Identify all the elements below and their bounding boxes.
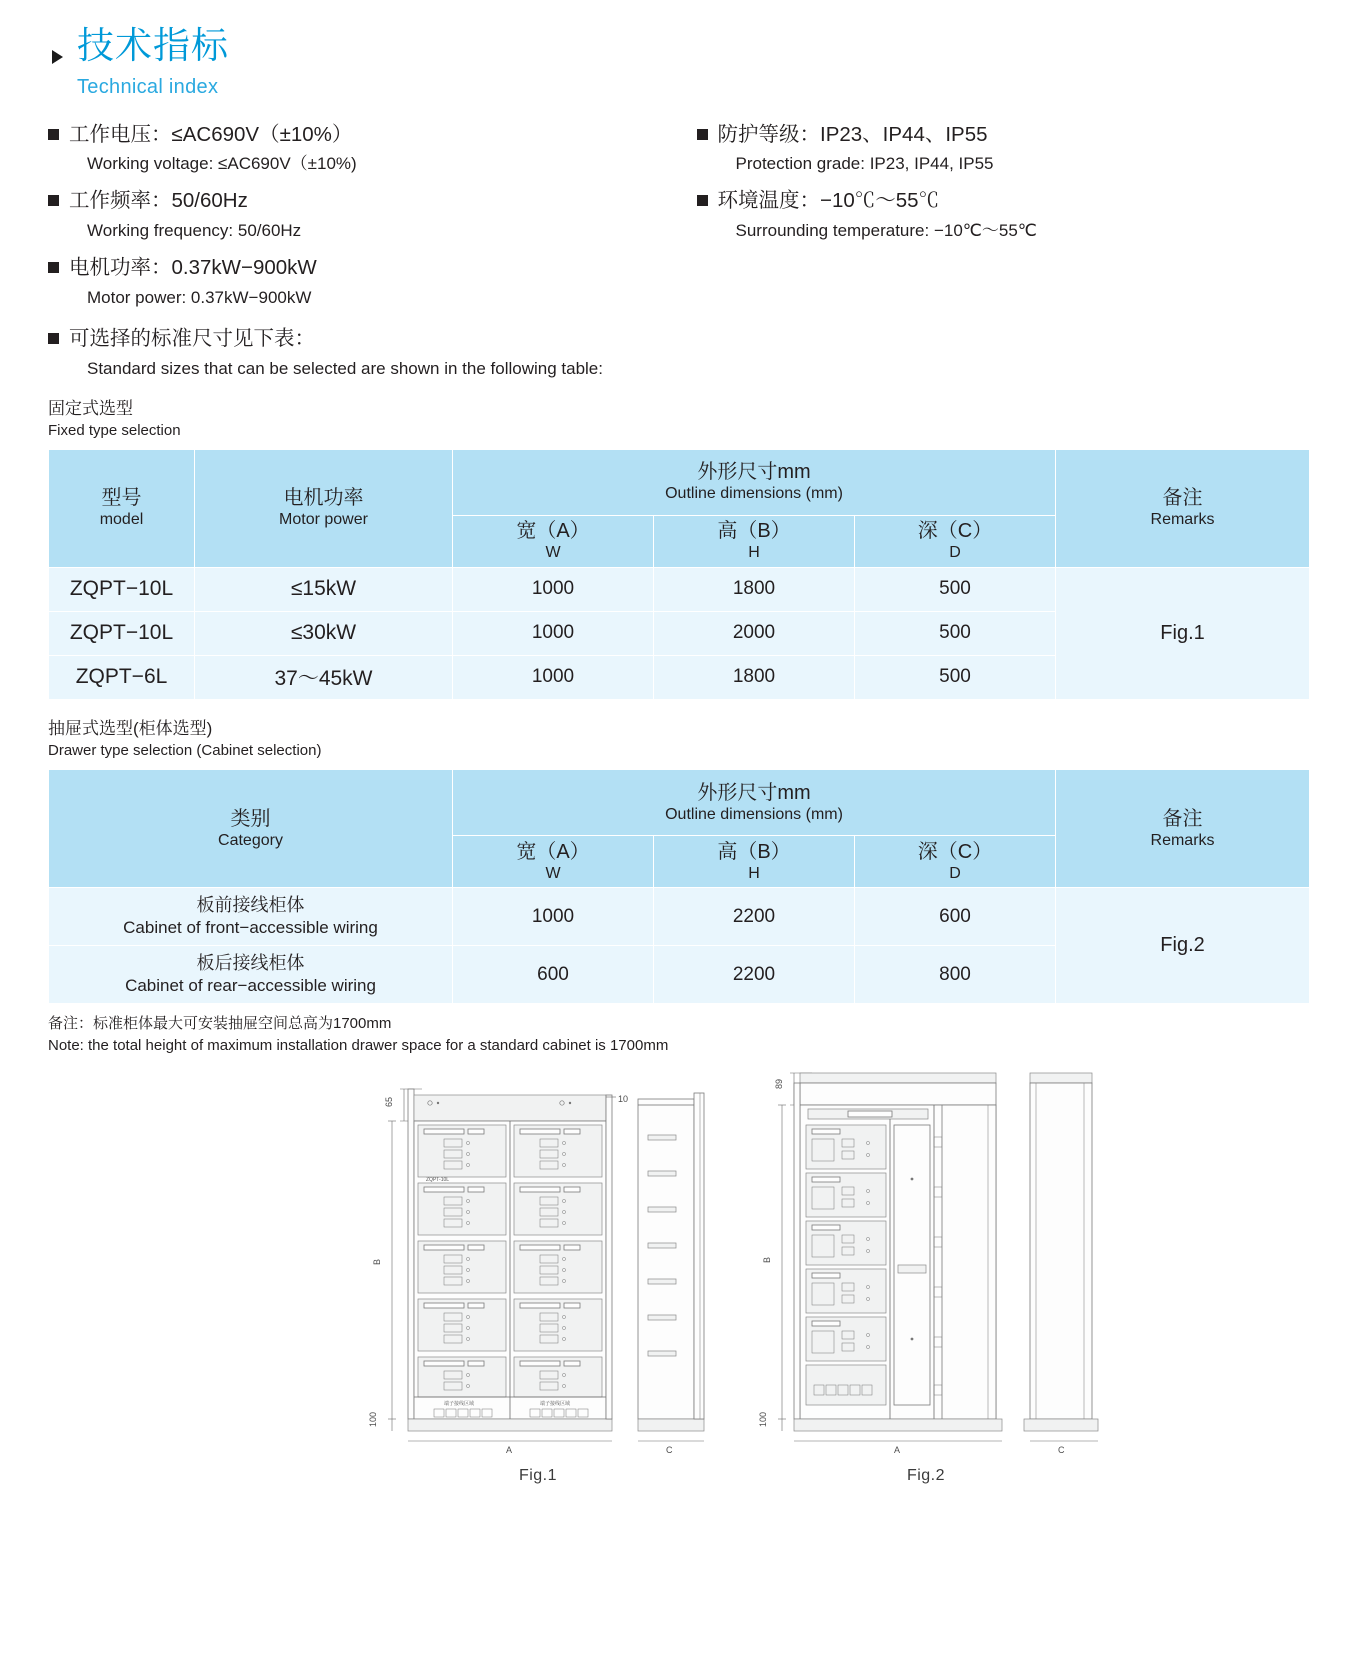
figure-2-drawing — [738, 1067, 1118, 1465]
table2-header-height: 高（B） H — [654, 836, 855, 888]
triangle-bullet-icon — [52, 50, 63, 64]
table2-cell-width: 600 — [453, 946, 654, 1004]
page-title: 技术指标 — [77, 25, 229, 66]
table1-cell-height: 1800 — [654, 655, 855, 699]
table1-cell-model: ZQPT−10L — [49, 611, 195, 655]
table-row — [49, 888, 1310, 946]
spec-item — [48, 187, 679, 242]
table2-cell-height: 2200 — [654, 946, 855, 1004]
table1-header-remarks: 备注 Remarks — [1056, 449, 1310, 567]
figure-2 — [738, 1067, 1118, 1485]
figure-1-terminal-label: 端子接线区域 — [444, 1400, 475, 1407]
figure-1-dim-bottom: 100 — [368, 1411, 378, 1427]
figure-1-dim-height: B — [372, 1258, 382, 1265]
table2-cell-depth: 600 — [855, 888, 1056, 946]
spec-label-en: Motor power: 0.37kW−900kW — [87, 287, 312, 307]
spec-item — [697, 121, 1310, 176]
table1-cell-depth: 500 — [855, 655, 1056, 699]
table-row — [49, 567, 1310, 611]
figure-1-terminal-label: 端子接线区域 — [540, 1400, 571, 1407]
table2-header-remarks: 备注 Remarks — [1056, 770, 1310, 888]
spec-item — [48, 254, 679, 309]
table1-cell-width: 1000 — [453, 655, 654, 699]
spec-label-cn: 电机功率：0.37kW−900kW — [69, 256, 317, 280]
square-bullet-icon — [697, 195, 708, 206]
spec-label-en: Protection grade: IP23, IP44, IP55 — [735, 154, 994, 174]
table1-header-height: 高（B） H — [654, 515, 855, 567]
spec-label-en: Surrounding temperature: −10℃～55℃ — [735, 221, 1037, 241]
table2-caption-cn: 抽屉式选型(柜体选型) — [48, 718, 213, 738]
figure-2-dim-top: 89 — [774, 1078, 784, 1089]
spec-label-cn: 工作电压：≤AC690V（±10%） — [69, 122, 353, 146]
square-bullet-icon — [48, 333, 59, 344]
figure-1-dim-base-c: C — [666, 1444, 673, 1455]
figure-1-dim-base-a: A — [506, 1444, 513, 1455]
table2-cell-category: 板后接线柜体 Cabinet of rear−accessible wiring — [49, 946, 453, 1004]
page-header — [48, 26, 1309, 67]
spec-label-cn: 环境温度：−10℃～55℃ — [717, 189, 940, 213]
table2-header-width: 宽（A） W — [453, 836, 654, 888]
fixed-type-table — [48, 449, 1310, 700]
figure-2-dim-base-c: C — [1058, 1444, 1065, 1455]
table1-caption — [48, 398, 1309, 441]
table1-cell-height: 1800 — [654, 567, 855, 611]
table1-cell-depth: 500 — [855, 611, 1056, 655]
table1-header-outline: 外形尺寸mm Outline dimensions (mm) — [453, 449, 1056, 515]
note-en: Note: the total height of maximum installation drawer space for a standard cabinet is 1700mm — [48, 1036, 669, 1054]
table2-cell-remarks: Fig.2 — [1056, 888, 1310, 1004]
table2-header-depth: 深（C） D — [855, 836, 1056, 888]
note-cn: 备注：标准柜体最大可安装抽屉空间总高为1700mm — [48, 1015, 392, 1033]
spec-label-en: Standard sizes that can be selected are shown in the following table: — [87, 358, 603, 378]
figures-section — [48, 1067, 1309, 1497]
table2-caption-en: Drawer type selection (Cabinet selection) — [48, 741, 322, 759]
table1-caption-cn: 固定式选型 — [48, 398, 133, 418]
table2-header-outline: 外形尺寸mm Outline dimensions (mm) — [453, 770, 1056, 836]
specs-column-right — [679, 121, 1310, 321]
table1-header-power: 电机功率 Motor power — [195, 449, 453, 567]
table2-cell-width: 1000 — [453, 888, 654, 946]
spec-label-cn: 防护等级：IP23、IP44、IP55 — [717, 122, 988, 146]
spec-label-en: Working voltage: ≤AC690V（±10%) — [87, 154, 357, 174]
spec-item — [48, 121, 679, 176]
table1-cell-model: ZQPT−10L — [49, 567, 195, 611]
table2-cell-height: 2200 — [654, 888, 855, 946]
square-bullet-icon — [48, 129, 59, 140]
table1-cell-power: 37～45kW — [195, 655, 453, 699]
table2-header-category: 类别 Category — [49, 770, 453, 888]
figure-2-dim-height: B — [762, 1256, 772, 1263]
table1-cell-width: 1000 — [453, 611, 654, 655]
figure-2-dim-bottom: 100 — [758, 1411, 768, 1427]
table1-header-depth: 深（C） D — [855, 515, 1056, 567]
figure-1-label: Fig.1 — [518, 1466, 558, 1484]
square-bullet-icon — [48, 195, 59, 206]
drawer-type-table — [48, 769, 1310, 1004]
table1-cell-width: 1000 — [453, 567, 654, 611]
square-bullet-icon — [697, 129, 708, 140]
figure-1-drawing — [348, 1075, 728, 1465]
spec-item — [697, 187, 1310, 242]
figure-1 — [348, 1075, 728, 1485]
specs-section — [48, 121, 1309, 321]
figure-2-label: Fig.2 — [906, 1466, 946, 1484]
table2-caption — [48, 718, 1309, 761]
spec-item-standard-sizes — [48, 325, 1309, 380]
figure-1-dim-top-right: 10 — [618, 1093, 629, 1104]
table-note — [48, 1013, 1309, 1057]
specs-column-left — [48, 121, 679, 321]
table1-cell-power: ≤15kW — [195, 567, 453, 611]
page-subtitle: Technical index — [77, 75, 219, 98]
table1-cell-depth: 500 — [855, 567, 1056, 611]
table1-caption-en: Fixed type selection — [48, 421, 181, 439]
table1-cell-height: 2000 — [654, 611, 855, 655]
square-bullet-icon — [48, 262, 59, 273]
table1-cell-model: ZQPT−6L — [49, 655, 195, 699]
spec-label-en: Working frequency: 50/60Hz — [87, 221, 302, 241]
table2-cell-category: 板前接线柜体 Cabinet of front−accessible wiring — [49, 888, 453, 946]
svg-text:ZQPT-10L: ZQPT-10L — [426, 1176, 450, 1183]
table1-cell-power: ≤30kW — [195, 611, 453, 655]
figure-1-dim-top: 65 — [384, 1096, 394, 1107]
spec-label-cn: 可选择的标准尺寸见下表： — [69, 326, 315, 350]
table1-cell-remarks: Fig.1 — [1056, 567, 1310, 699]
figure-2-dim-base-a: A — [894, 1444, 901, 1455]
spec-label-cn: 工作频率：50/60Hz — [69, 189, 248, 213]
table2-cell-depth: 800 — [855, 946, 1056, 1004]
table1-header-width: 宽（A） W — [453, 515, 654, 567]
table1-header-model: 型号 model — [49, 449, 195, 567]
